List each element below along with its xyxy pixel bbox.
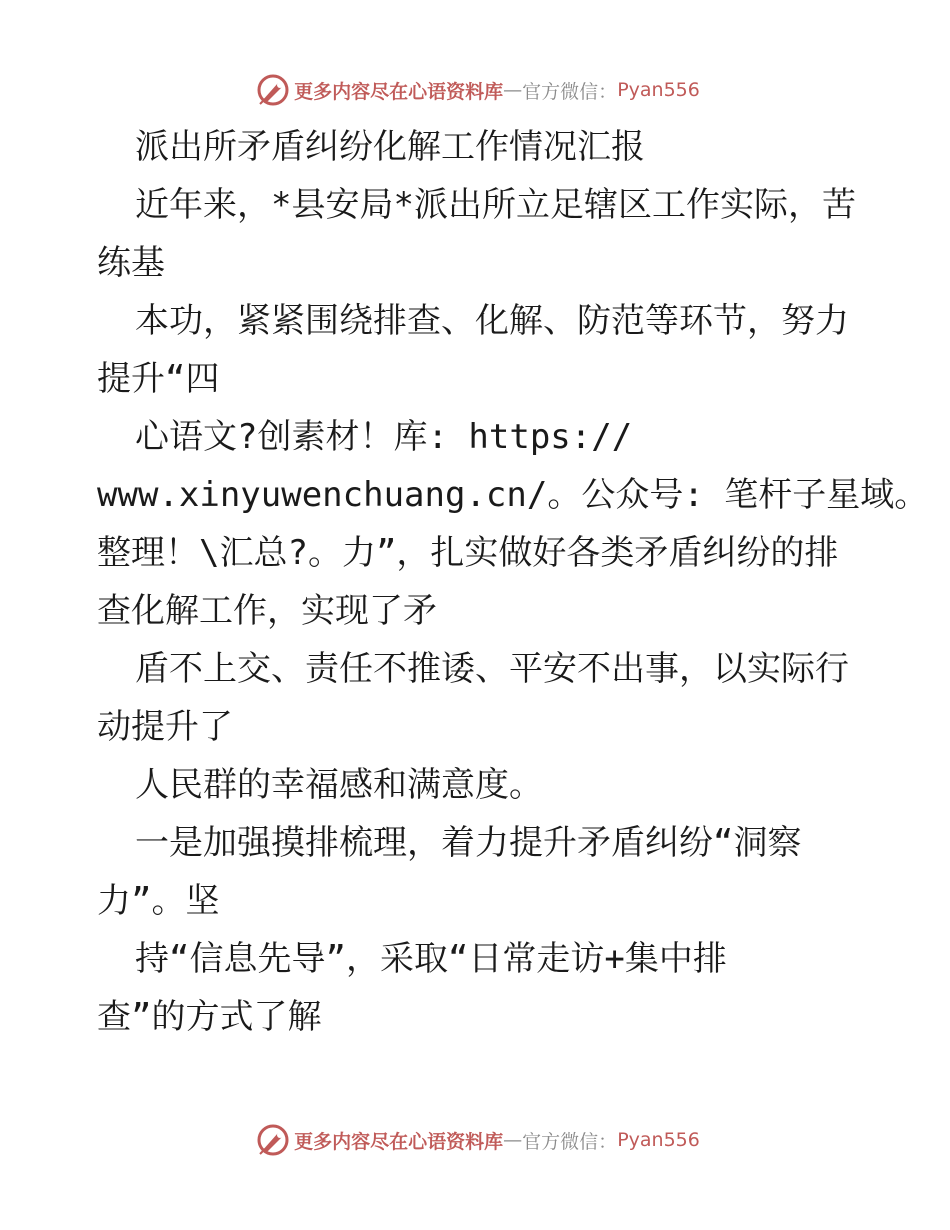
watermark-separator: — — [503, 79, 523, 101]
watermark-main-text: 更多内容尽在心语资料库 — [294, 80, 504, 103]
document-body — [97, 118, 929, 1046]
body-line: 心语文?创素材！库: https:// — [135, 417, 633, 457]
body-line: 查”的方式了解 — [97, 997, 322, 1037]
body-line: 一是加强摸排梳理，着力提升矛盾纠纷“洞察 — [135, 823, 802, 863]
body-line: 人民群的幸福感和满意度。 — [135, 765, 543, 805]
body-line: 提升“四 — [97, 359, 220, 399]
pen-logo-icon — [256, 1123, 290, 1157]
body-line: 练基 — [97, 243, 165, 283]
body-line: 动提升了 — [97, 707, 233, 747]
watermark-main-text: 更多内容尽在心语资料库 — [294, 1130, 504, 1153]
header-watermark — [0, 72, 950, 108]
body-line: 本功，紧紧围绕排查、化解、防范等环节，努力 — [135, 301, 849, 341]
body-line: 力”。坚 — [97, 881, 220, 921]
body-line: 整理！\汇总?。力”，扎实做好各类矛盾纠纷的排 — [97, 533, 839, 573]
footer-watermark — [0, 1122, 950, 1158]
watermark-sub-text: 官方微信： — [522, 1130, 618, 1153]
body-line: 查化解工作，实现了矛 — [97, 591, 437, 631]
body-line: 派出所矛盾纠纷化解工作情况汇报 — [135, 127, 645, 167]
watermark-handle: Pyan556 — [617, 79, 700, 101]
body-line: 盾不上交、责任不推诿、平安不出事，以实际行 — [135, 649, 849, 689]
watermark-handle: Pyan556 — [617, 1129, 700, 1151]
body-line: 近年来，*县安局*派出所立足辖区工作实际，苦 — [135, 185, 856, 225]
body-line: 持“信息先导”，采取“日常走访+集中排 — [135, 939, 727, 979]
pen-logo-icon — [256, 73, 290, 107]
watermark-sub-text: 官方微信： — [522, 80, 618, 103]
watermark-separator: — — [503, 1129, 523, 1151]
body-line: www.xinyuwenchuang.cn/。公众号: 笔杆子星域。 — [97, 475, 929, 515]
